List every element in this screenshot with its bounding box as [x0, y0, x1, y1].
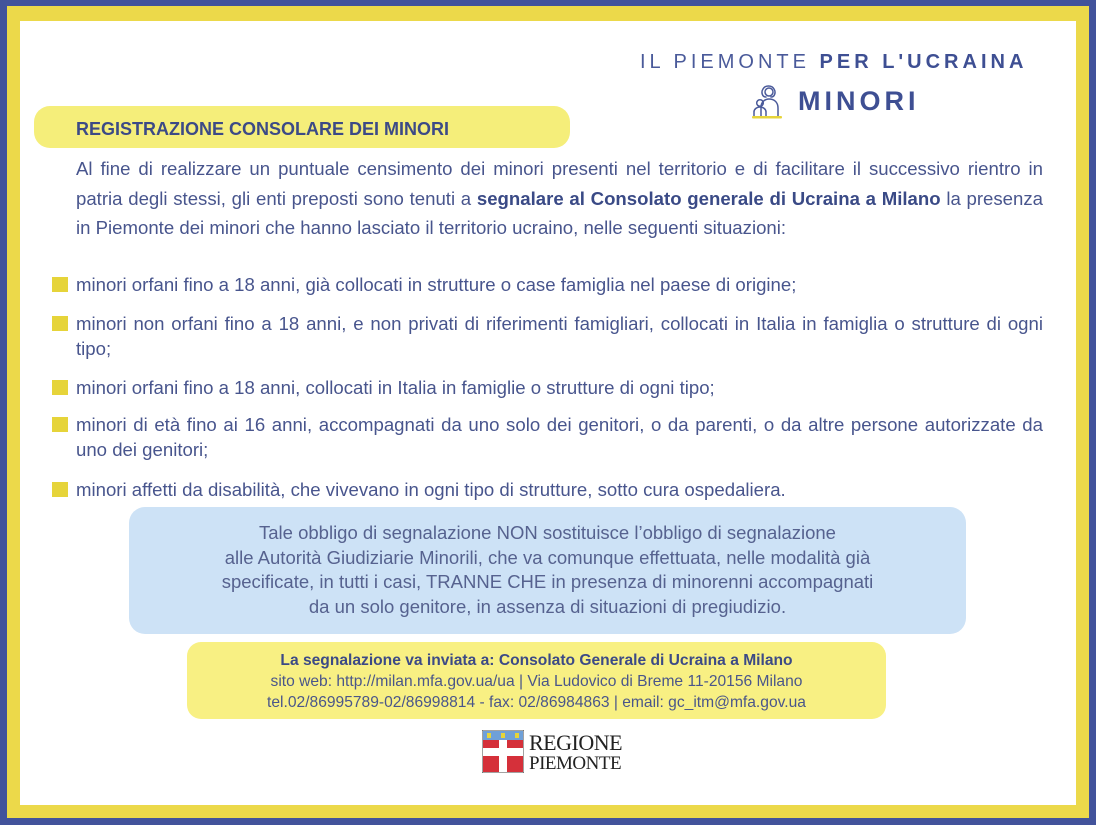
brand-title-regular: IL PIEMONTE [640, 51, 810, 73]
logo-line1: REGIONE [529, 730, 623, 755]
list-item-text: minori orfani fino a 18 anni, già collocati in strutture o case famiglia nel paese di origine; [76, 274, 797, 295]
brand-title-bold: PER L'UCRAINA [819, 51, 1028, 73]
brand-subtitle [750, 83, 920, 119]
contact-info [187, 650, 886, 713]
brand-subtitle-text: MINORI [798, 85, 920, 116]
logo-line2: PIEMONTE [529, 753, 622, 774]
section-title: REGISTRAZIONE CONSOLARE DEI MINORI [76, 119, 450, 139]
flyer-page [20, 21, 1076, 805]
bullet-square-icon [52, 417, 68, 432]
notice-text [129, 521, 966, 619]
list-item-text: minori orfani fino a 18 anni, collocati in Italia in famiglie o strutture di ogni tipo; [76, 377, 715, 398]
intro-paragraph [76, 154, 1043, 243]
notice-line: alle Autorità Giudiziarie Minorili, che va comunque effettuata, nelle modalità già [224, 546, 871, 568]
list-item [52, 412, 1043, 462]
bullet-square-icon [52, 316, 68, 331]
intro-text-part2: la presenza in Piemonte dei minori che hanno lasciato il territorio ucraino, nelle seguenti situazioni: [76, 187, 1043, 238]
list-item [52, 477, 1043, 502]
list-item [52, 272, 1043, 297]
contact-title: La segnalazione va inviata a: Consolato Generale di Ucraina a Milano [280, 652, 793, 669]
brand-title [640, 51, 1027, 74]
piemonte-coat-of-arms-icon [482, 730, 524, 773]
notice-line: specificate, in tutti i casi, TRANNE CHE in presenza di minorenni accompagnati [221, 571, 874, 592]
intro-text-bold: segnalare al Consolato generale di Ucraina a Milano [476, 187, 941, 209]
regione-piemonte-logo [482, 730, 630, 773]
bullet-square-icon [52, 277, 68, 292]
notice-line: da un solo genitore, in assenza di situazioni di pregiudizio. [308, 595, 787, 617]
list-item-text: minori di età fino ai 16 anni, accompagnati da uno solo dei genitori, o da parenti, o da altre persone autorizzate da uno dei genitori; [76, 414, 1043, 460]
bullet-square-icon [52, 482, 68, 497]
bullet-square-icon [52, 380, 68, 395]
list-item-text: minori affetti da disabilità, che vivevano in ogni tipo di strutture, sotto cura ospedaliera. [76, 479, 786, 500]
intro-text-part1: Al fine di realizzare un puntuale censimento dei minori presenti nel territorio e di facilitare il successivo rientro in patria degli stessi, gli enti preposti sono tenuti a [76, 158, 1043, 209]
list-item-text: minori non orfani fino a 18 anni, e non privati di riferimenti famigliari, collocati in Italia in famiglia o strutture di ogni tipo; [76, 313, 1043, 359]
list-item [52, 311, 1043, 361]
list-item [52, 375, 1043, 400]
contact-phones: tel.02/86995789-02/86998814 - fax: 02/86984863 | email: gc_itm@mfa.gov.ua [267, 694, 806, 711]
contact-web: sito web: http://milan.mfa.gov.ua/ua | Via Ludovico di Breme 11-20156 Milano [270, 673, 803, 690]
mother-child-icon [750, 83, 788, 119]
notice-line: Tale obbligo di segnalazione NON sostituisce l’obbligo di segnalazione [259, 522, 836, 543]
